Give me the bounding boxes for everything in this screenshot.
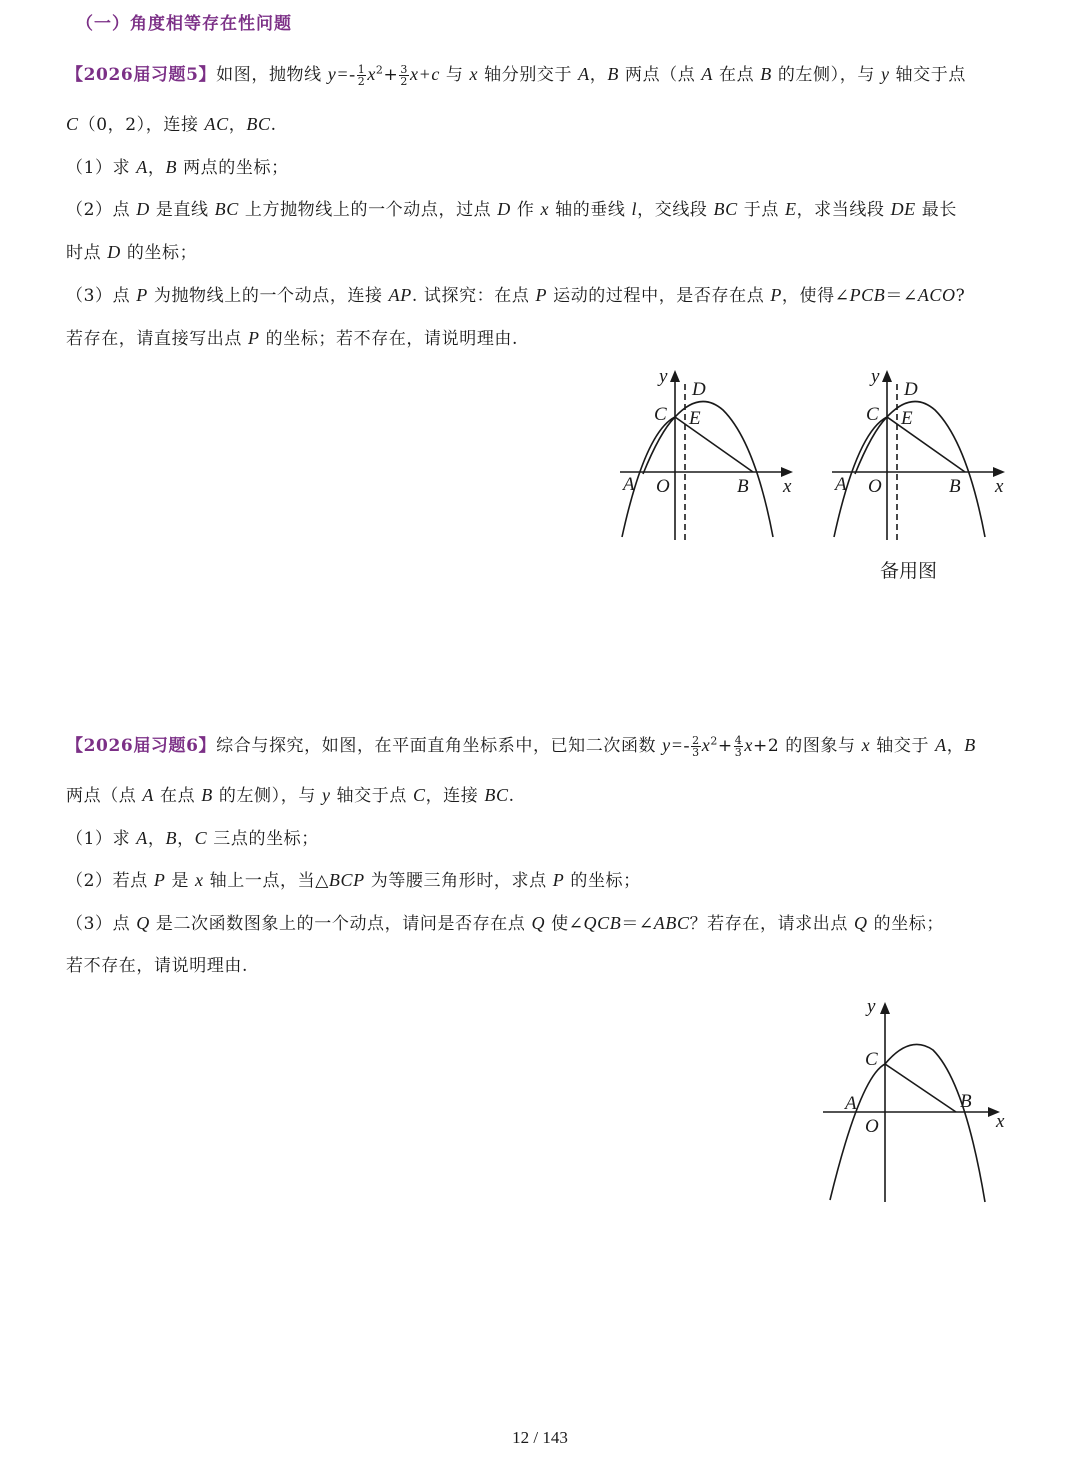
fraction: $\frac{2}{3}$ xyxy=(692,734,700,759)
problem6-line2: 两点（点 A 在点 B 的左侧），与 y 轴交于点 C，连接 BC. xyxy=(66,785,515,806)
problem6-line1: 【2026届习题6】综合与探究，如图，在平面直角坐标系中，已知二次函数 y=- $\frac{2}{3}$ $x^2+$ $\frac{4}{3}$ x+2 的图象与 x 轴交于 A，B xyxy=(66,734,976,759)
figure5-label-y: y xyxy=(659,366,668,387)
problem6-question1: （1）求 A，B，C 三点的坐标； xyxy=(66,828,319,849)
fraction: $\frac{1}{2}$ xyxy=(357,63,366,88)
figure5-label-O: O xyxy=(656,476,670,497)
figure5-label-x: x xyxy=(783,476,792,497)
figure6-label-y: y xyxy=(867,996,876,1017)
problem5-question1: （1）求 A，B 两点的坐标； xyxy=(66,157,289,178)
figure6-label-C: C xyxy=(865,1049,878,1070)
figure5-spare xyxy=(827,362,1017,547)
figure5-spare-label-B: B xyxy=(949,476,961,497)
page-number: 12 / 143 xyxy=(512,1428,568,1447)
figure6-label-O: O xyxy=(865,1116,879,1137)
figure5-label-B: B xyxy=(737,476,749,497)
figure5-label-A: A xyxy=(623,474,635,495)
problem6-question2: （2）若点 P 是 x 轴上一点，当△BCP 为等腰三角形时，求点 P 的坐标； xyxy=(66,870,641,891)
section-title: （一）角度相等存在性问题 xyxy=(76,14,292,34)
problem6-question3: （3）点 Q 是二次函数图象上的一个动点，请问是否存在点 Q 使∠QCB＝∠ABC？若存在，请求出点 Q 的坐标； xyxy=(66,913,944,934)
problem5-question3: （3）点 P 为抛物线上的一个动点，连接 AP. 试探究：在点 P 运动的过程中，是否存在点 P，使得∠PCB＝∠ACO? xyxy=(66,285,966,306)
problem5-tag: 【2026届习题5】 xyxy=(66,65,217,85)
figure5-label-E: E xyxy=(689,408,701,429)
figure5-label-C: C xyxy=(654,404,667,425)
figure5-main xyxy=(615,362,805,547)
figure5-spare-label-O: O xyxy=(868,476,882,497)
figure5-spare-label-A: A xyxy=(835,474,847,495)
figure5-spare-label-y: y xyxy=(871,366,880,387)
figure6-label-x: x xyxy=(996,1111,1005,1132)
problem5-line1: 【2026届习题5】如图，抛物线 y=- $\frac{1}{2}$ $x^2+$ $\frac{3}{2}$ x+c 与 x 轴分别交于 A，B 两点（点 A 在点 B 的左侧），与 y 轴交于点 xyxy=(66,63,966,88)
problem6-question3-cont: 若不存在，请说明理由. xyxy=(66,956,249,976)
problem5-question3-cont: 若存在，请直接写出点 P 的坐标；若不存在，请说明理由. xyxy=(66,328,519,349)
figure6-label-A: A xyxy=(845,1093,857,1114)
fraction: $\frac{3}{2}$ xyxy=(400,63,408,88)
figure5-spare-label-E: E xyxy=(901,408,913,429)
problem5-line2: C（0，2），连接 AC，BC. xyxy=(66,114,277,135)
figure5-spare-label-D: D xyxy=(904,379,918,400)
figure5-spare-label-C: C xyxy=(866,404,879,425)
figure5-label-D: D xyxy=(692,379,706,400)
figure-caption: 备用图 xyxy=(880,560,938,582)
problem6-tag: 【2026届习题6】 xyxy=(66,736,217,756)
problem5-question2-cont: 时点 D 的坐标； xyxy=(66,242,198,263)
figure6-label-B: B xyxy=(960,1091,972,1112)
figure6 xyxy=(815,992,1015,1207)
problem5-question2: （2）点 D 是直线 BC 上方抛物线上的一个动点，过点 D 作 x 轴的垂线 l，交线段 BC 于点 E，求当线段 DE 最长 xyxy=(66,199,957,220)
figure5-spare-label-x: x xyxy=(995,476,1004,497)
fraction: $\frac{4}{3}$ xyxy=(734,734,743,759)
